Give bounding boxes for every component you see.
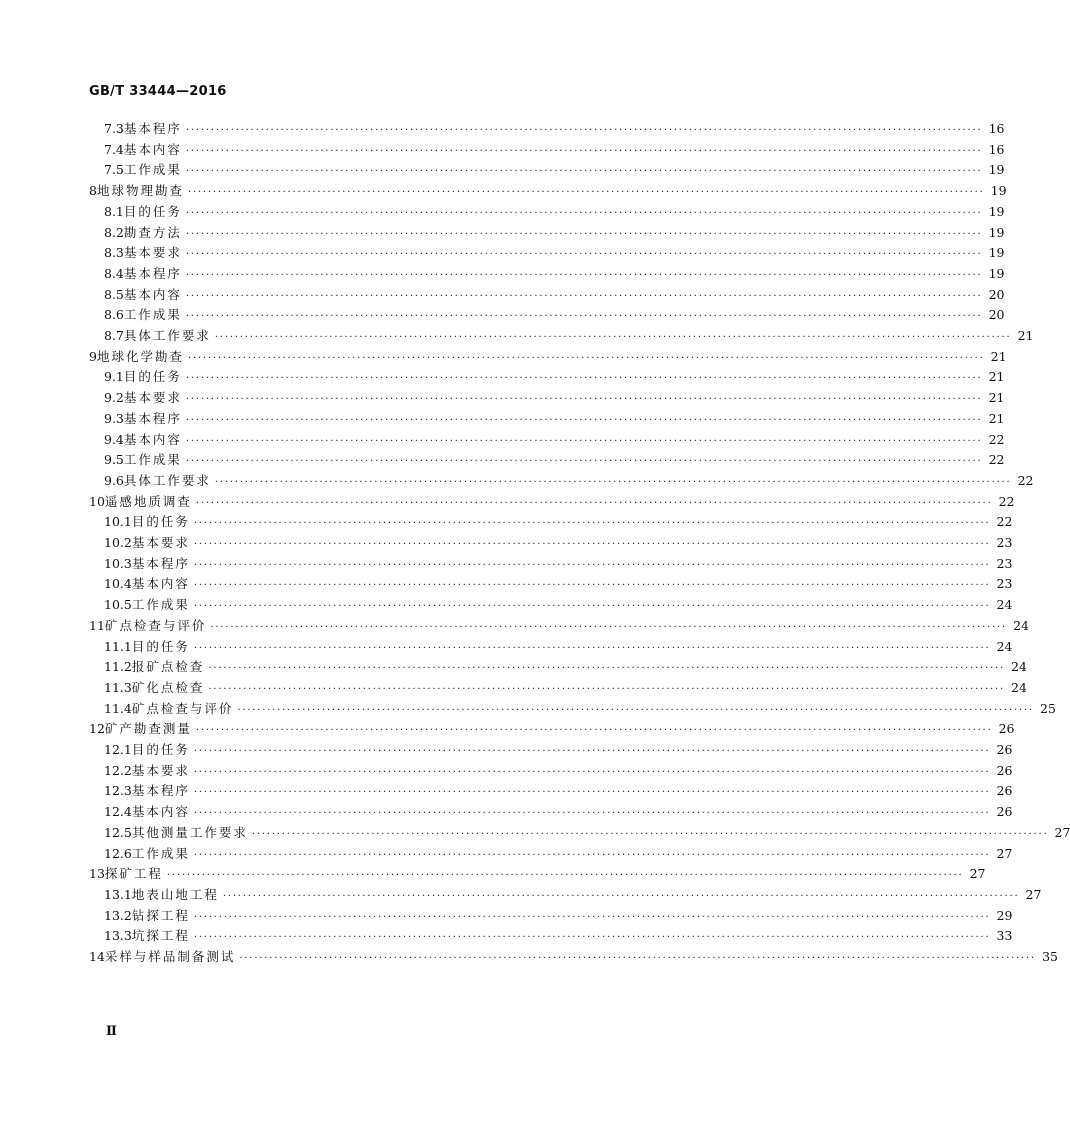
- toc-entry-number: 10.4: [104, 576, 132, 592]
- toc-entry-page: 24: [1011, 679, 1027, 695]
- toc-entry[interactable]: [104, 741, 1013, 759]
- toc-leader-dots: ································································································································································: [185, 456, 983, 468]
- toc-leader-dots: ································································································································································: [185, 228, 983, 240]
- toc-leader-dots: ································································································································································: [214, 332, 1012, 343]
- toc-leader-dots: ································································································································································: [208, 663, 1005, 675]
- toc-entry[interactable]: [89, 720, 1015, 738]
- toc-entry-page: 27: [969, 866, 986, 882]
- toc-entry-title: 其他测量工作要求: [131, 824, 248, 840]
- toc-entry[interactable]: [89, 617, 1030, 635]
- toc-entry-title: 基本程序: [131, 783, 190, 799]
- toc-leader-dots: ································································································································································: [193, 580, 991, 592]
- toc-leader-dots: ································································································································································: [193, 559, 991, 571]
- toc-leader-dots: ································································································································································: [187, 187, 985, 199]
- toc-leader-dots: ································································································································································: [193, 601, 991, 613]
- toc-entry-page: 19: [990, 183, 1007, 199]
- toc-entry-page: 33: [996, 928, 1013, 944]
- toc-entry-title: 基本要求: [123, 390, 182, 406]
- toc-entry-page: 26: [996, 804, 1013, 820]
- toc-entry-number: 11.2: [104, 659, 132, 675]
- toc-entry[interactable]: [89, 493, 1015, 511]
- toc-leader-dots: ································································································································································: [185, 145, 983, 157]
- toc-entry-number: 13.3: [104, 928, 132, 944]
- toc-entry[interactable]: [104, 224, 1005, 242]
- toc-leader-dots: ································································································································································: [193, 808, 991, 820]
- toc-entry-number: 11: [89, 617, 105, 633]
- toc-entry-page: 24: [996, 638, 1013, 654]
- toc-entry-number: 11.4: [104, 700, 132, 716]
- toc-entry-title: 采样与样品制备测试: [104, 949, 236, 964]
- toc-leader-dots: ································································································································································: [214, 476, 1012, 488]
- toc-entry-title: 基本程序: [131, 555, 190, 571]
- toc-leader-dots: ································································································································································: [166, 870, 964, 882]
- toc-entry-page: 23: [996, 535, 1013, 550]
- toc-entry-page: 19: [988, 245, 1005, 261]
- toc-leader-dots: ································································································································································: [185, 311, 983, 323]
- toc-entry-page: 25: [1040, 700, 1056, 716]
- toc-entry[interactable]: [89, 182, 1007, 200]
- toc-entry-number: 8.2: [104, 224, 124, 240]
- toc-entry-title: 目的任务: [123, 369, 182, 385]
- toc-entry[interactable]: [104, 286, 1005, 304]
- toc-entry-title: 工作成果: [123, 452, 182, 468]
- toc-entry-page: 22: [998, 493, 1015, 509]
- toc-entry-page: 23: [996, 576, 1013, 592]
- toc-entry-title: 基本内容: [123, 141, 182, 157]
- toc-entry-title: 基本程序: [123, 410, 182, 426]
- toc-entry-number: 13.1: [104, 886, 132, 902]
- toc-entry-number: 9.6: [104, 472, 124, 488]
- toc-entry-number: 9.2: [104, 390, 124, 406]
- toc-entry[interactable]: [104, 431, 1005, 449]
- toc-leader-dots: ································································································································································: [185, 166, 983, 178]
- toc-entry-title: 目的任务: [131, 742, 190, 757]
- toc-entry-title: 基本要求: [123, 245, 182, 261]
- toc-entry[interactable]: [104, 700, 1056, 718]
- toc-entry-title: 目的任务: [131, 638, 190, 654]
- toc-entry-title: 基本内容: [123, 286, 182, 302]
- toc-entry-number: 9.1: [104, 369, 124, 385]
- toc-entry[interactable]: [104, 327, 1034, 345]
- toc-entry-page: 19: [988, 203, 1005, 219]
- toc-entry-title: 基本要求: [131, 535, 190, 550]
- toc-entry-title: 具体工作要求: [123, 328, 211, 343]
- toc-entry-title: 矿产勘查测量: [104, 721, 192, 737]
- toc-entry[interactable]: [104, 534, 1013, 552]
- page-number-footer: Ⅱ: [106, 1024, 117, 1039]
- toc-entry[interactable]: [104, 244, 1005, 262]
- toc-entry-number: 12.1: [104, 742, 132, 757]
- toc-entry-page: 22: [988, 431, 1005, 447]
- toc-entry-number: 9.4: [104, 431, 124, 447]
- toc-entry[interactable]: [104, 927, 1013, 945]
- toc-leader-dots: ································································································································································: [193, 539, 991, 550]
- toc-entry-number: 13.2: [104, 907, 132, 923]
- toc-entry-page: 24: [996, 597, 1013, 613]
- toc-entry-title: 工作成果: [131, 597, 190, 613]
- toc-leader-dots: ································································································································································: [193, 746, 991, 757]
- toc-entry-page: 23: [996, 555, 1013, 571]
- toc-entry[interactable]: [104, 368, 1005, 386]
- toc-entry-title: 钻探工程: [131, 907, 190, 923]
- toc-entry[interactable]: [104, 638, 1013, 656]
- toc-leader-dots: ································································································································································: [193, 642, 991, 654]
- toc-leader-dots: ································································································································································: [193, 911, 991, 923]
- toc-entry-title: 工作成果: [131, 845, 190, 861]
- toc-leader-dots: ································································································································································: [251, 828, 1049, 840]
- toc-entry-number: 12: [89, 721, 105, 737]
- toc-entry-number: 7.5: [104, 162, 124, 178]
- toc-entry-number: 12.3: [104, 783, 132, 799]
- toc-entry-page: 16: [988, 141, 1005, 157]
- toc-entry[interactable]: [104, 596, 1013, 614]
- toc-entry-page: 19: [988, 224, 1005, 240]
- toc-entry-title: 基本内容: [123, 431, 182, 447]
- toc-entry-title: 探矿工程: [104, 866, 163, 882]
- toc-leader-dots: ································································································································································: [208, 683, 1005, 695]
- toc-leader-dots: ································································································································································: [185, 290, 983, 302]
- toc-entry-number: 10.5: [104, 597, 132, 613]
- toc-entry-title: 报矿点检查: [131, 659, 205, 675]
- toc-entry-page: 20: [988, 286, 1005, 302]
- toc-entry-page: 19: [988, 265, 1005, 281]
- toc-entry-number: 10.1: [104, 514, 132, 530]
- toc-entry-title: 基本程序: [123, 265, 182, 281]
- toc-entry[interactable]: [104, 575, 1013, 593]
- toc-leader-dots: ································································································································································: [193, 849, 991, 861]
- toc-entry-page: 24: [1011, 659, 1027, 675]
- toc-entry-number: 7.4: [104, 141, 124, 157]
- toc-entry[interactable]: [104, 389, 1005, 407]
- toc-leader-dots: ································································································································································: [193, 766, 991, 778]
- toc-entry[interactable]: [104, 886, 1042, 904]
- toc-leader-dots: ································································································································································: [187, 352, 985, 364]
- toc-leader-dots: ································································································································································: [185, 207, 983, 219]
- toc-entry[interactable]: [104, 782, 1013, 800]
- toc-entry-title: 遥感地质调查: [104, 493, 192, 509]
- toc-entry-number: 12.6: [104, 845, 132, 861]
- toc-entry-page: 26: [998, 721, 1015, 737]
- toc-entry-title: 基本内容: [131, 576, 190, 592]
- toc-entry-title: 基本程序: [123, 121, 182, 136]
- toc-entry[interactable]: [104, 451, 1005, 469]
- toc-entry-page: 21: [990, 348, 1007, 364]
- toc-entry-number: 10.2: [104, 535, 132, 550]
- toc-entry-number: 8.7: [104, 328, 124, 343]
- toc-entry[interactable]: [89, 948, 1059, 966]
- toc-entry-number: 11.3: [104, 679, 132, 695]
- standard-header: GB/T 33444—2016: [89, 84, 227, 99]
- toc-leader-dots: ································································································································································: [185, 373, 983, 385]
- toc-entry-page: 22: [988, 452, 1005, 468]
- toc-entry-number: 8.1: [104, 203, 124, 219]
- toc-entry-title: 矿点检查与评价: [131, 700, 234, 716]
- toc-entry[interactable]: [104, 803, 1013, 821]
- toc-entry-number: 8: [89, 183, 97, 199]
- toc-entry-page: 26: [996, 762, 1013, 778]
- toc-leader-dots: ································································································································································: [185, 435, 983, 447]
- toc-entry-title: 坑探工程: [131, 928, 190, 944]
- toc-entry-page: 27: [1054, 824, 1070, 840]
- toc-entry[interactable]: [104, 410, 1005, 428]
- toc-entry[interactable]: [104, 203, 1005, 221]
- toc-entry-number: 12.5: [104, 824, 132, 840]
- toc-entry-title: 矿点检查与评价: [104, 617, 207, 633]
- toc-entry-number: 10: [89, 493, 105, 509]
- toc-entry-page: 21: [1017, 328, 1034, 343]
- toc-entry[interactable]: [89, 348, 1007, 366]
- toc-entry-title: 基本要求: [131, 762, 190, 778]
- toc-entry-number: 9: [89, 348, 97, 364]
- toc-entry-number: 8.5: [104, 286, 124, 302]
- toc-leader-dots: ································································································································································: [185, 414, 983, 426]
- toc-entry-page: 24: [1013, 617, 1030, 633]
- toc-entry-number: 12.4: [104, 804, 132, 820]
- toc-entry-title: 地表山地工程: [131, 886, 219, 902]
- toc-entry-number: 9.5: [104, 452, 124, 468]
- toc-leader-dots: ································································································································································: [193, 518, 991, 530]
- toc-entry-page: 16: [988, 121, 1005, 136]
- toc-entry-page: 21: [988, 390, 1005, 406]
- toc-entry-number: 11.1: [104, 638, 132, 654]
- toc-leader-dots: ································································································································································: [193, 932, 991, 944]
- toc-entry[interactable]: [104, 907, 1013, 925]
- toc-entry[interactable]: [104, 513, 1013, 531]
- toc-entry[interactable]: [104, 824, 1070, 842]
- toc-entry[interactable]: [104, 120, 1005, 138]
- toc-leader-dots: ································································································································································: [195, 497, 993, 509]
- toc-leader-dots: ································································································································································: [185, 125, 983, 136]
- toc-entry-number: 8.3: [104, 245, 124, 261]
- toc-entry-number: 13: [89, 866, 105, 882]
- toc-entry-title: 目的任务: [123, 203, 182, 219]
- toc-leader-dots: ································································································································································: [222, 890, 1020, 902]
- toc-leader-dots: ································································································································································: [193, 787, 991, 799]
- toc-entry-title: 矿化点检查: [131, 679, 205, 695]
- toc-entry-page: 26: [996, 783, 1013, 799]
- toc-entry-title: 地球化学勘查: [96, 348, 184, 364]
- toc-entry-title: 勘查方法: [123, 224, 182, 240]
- toc-entry-title: 具体工作要求: [123, 472, 211, 488]
- toc-entry-title: 地球物理勘查: [96, 183, 184, 199]
- toc-entry[interactable]: [104, 679, 1027, 697]
- toc-entry-number: 7.3: [104, 121, 124, 136]
- toc-leader-dots: ································································································································································: [237, 704, 1034, 716]
- toc-entry-number: 12.2: [104, 762, 132, 778]
- toc-entry-title: 工作成果: [123, 307, 182, 323]
- toc-leader-dots: ································································································································································: [185, 394, 983, 406]
- toc-leader-dots: ································································································································································: [195, 725, 993, 737]
- toc-leader-dots: ································································································································································: [210, 621, 1008, 633]
- toc-entry-page: 22: [996, 514, 1013, 530]
- toc-entry-title: 目的任务: [131, 514, 190, 530]
- toc-leader-dots: ································································································································································: [239, 953, 1037, 964]
- toc-entry-number: 8.6: [104, 307, 124, 323]
- toc-entry[interactable]: [104, 161, 1005, 179]
- toc-entry[interactable]: [104, 472, 1034, 490]
- toc-entry[interactable]: [104, 658, 1027, 676]
- toc-entry-page: 21: [988, 410, 1005, 426]
- toc-entry-number: 10.3: [104, 555, 132, 571]
- toc-entry-page: 35: [1042, 949, 1059, 964]
- toc-leader-dots: ································································································································································: [185, 249, 983, 261]
- toc-entry[interactable]: [89, 865, 986, 883]
- toc-entry-page: 27: [996, 845, 1013, 861]
- toc-entry-page: 21: [988, 369, 1005, 385]
- toc-entry-page: 20: [988, 307, 1005, 323]
- toc-entry[interactable]: [104, 762, 1013, 780]
- toc-entry-title: 基本内容: [131, 804, 190, 820]
- toc-entry[interactable]: [104, 141, 1005, 159]
- toc-entry[interactable]: [104, 845, 1013, 863]
- toc-entry[interactable]: [104, 306, 1005, 324]
- toc-entry-page: 27: [1025, 886, 1042, 902]
- toc-entry-title: 工作成果: [123, 162, 182, 178]
- toc-entry-page: 26: [996, 742, 1013, 757]
- toc-entry-page: 29: [996, 907, 1013, 923]
- toc-entry-number: 8.4: [104, 265, 124, 281]
- toc-entry-page: 22: [1017, 472, 1034, 488]
- toc-entry-number: 9.3: [104, 410, 124, 426]
- toc-entry-page: 19: [988, 162, 1005, 178]
- toc-entry-number: 14: [89, 949, 105, 964]
- toc-entry[interactable]: [104, 555, 1013, 573]
- toc-entry[interactable]: [104, 265, 1005, 283]
- toc-leader-dots: ································································································································································: [185, 269, 983, 281]
